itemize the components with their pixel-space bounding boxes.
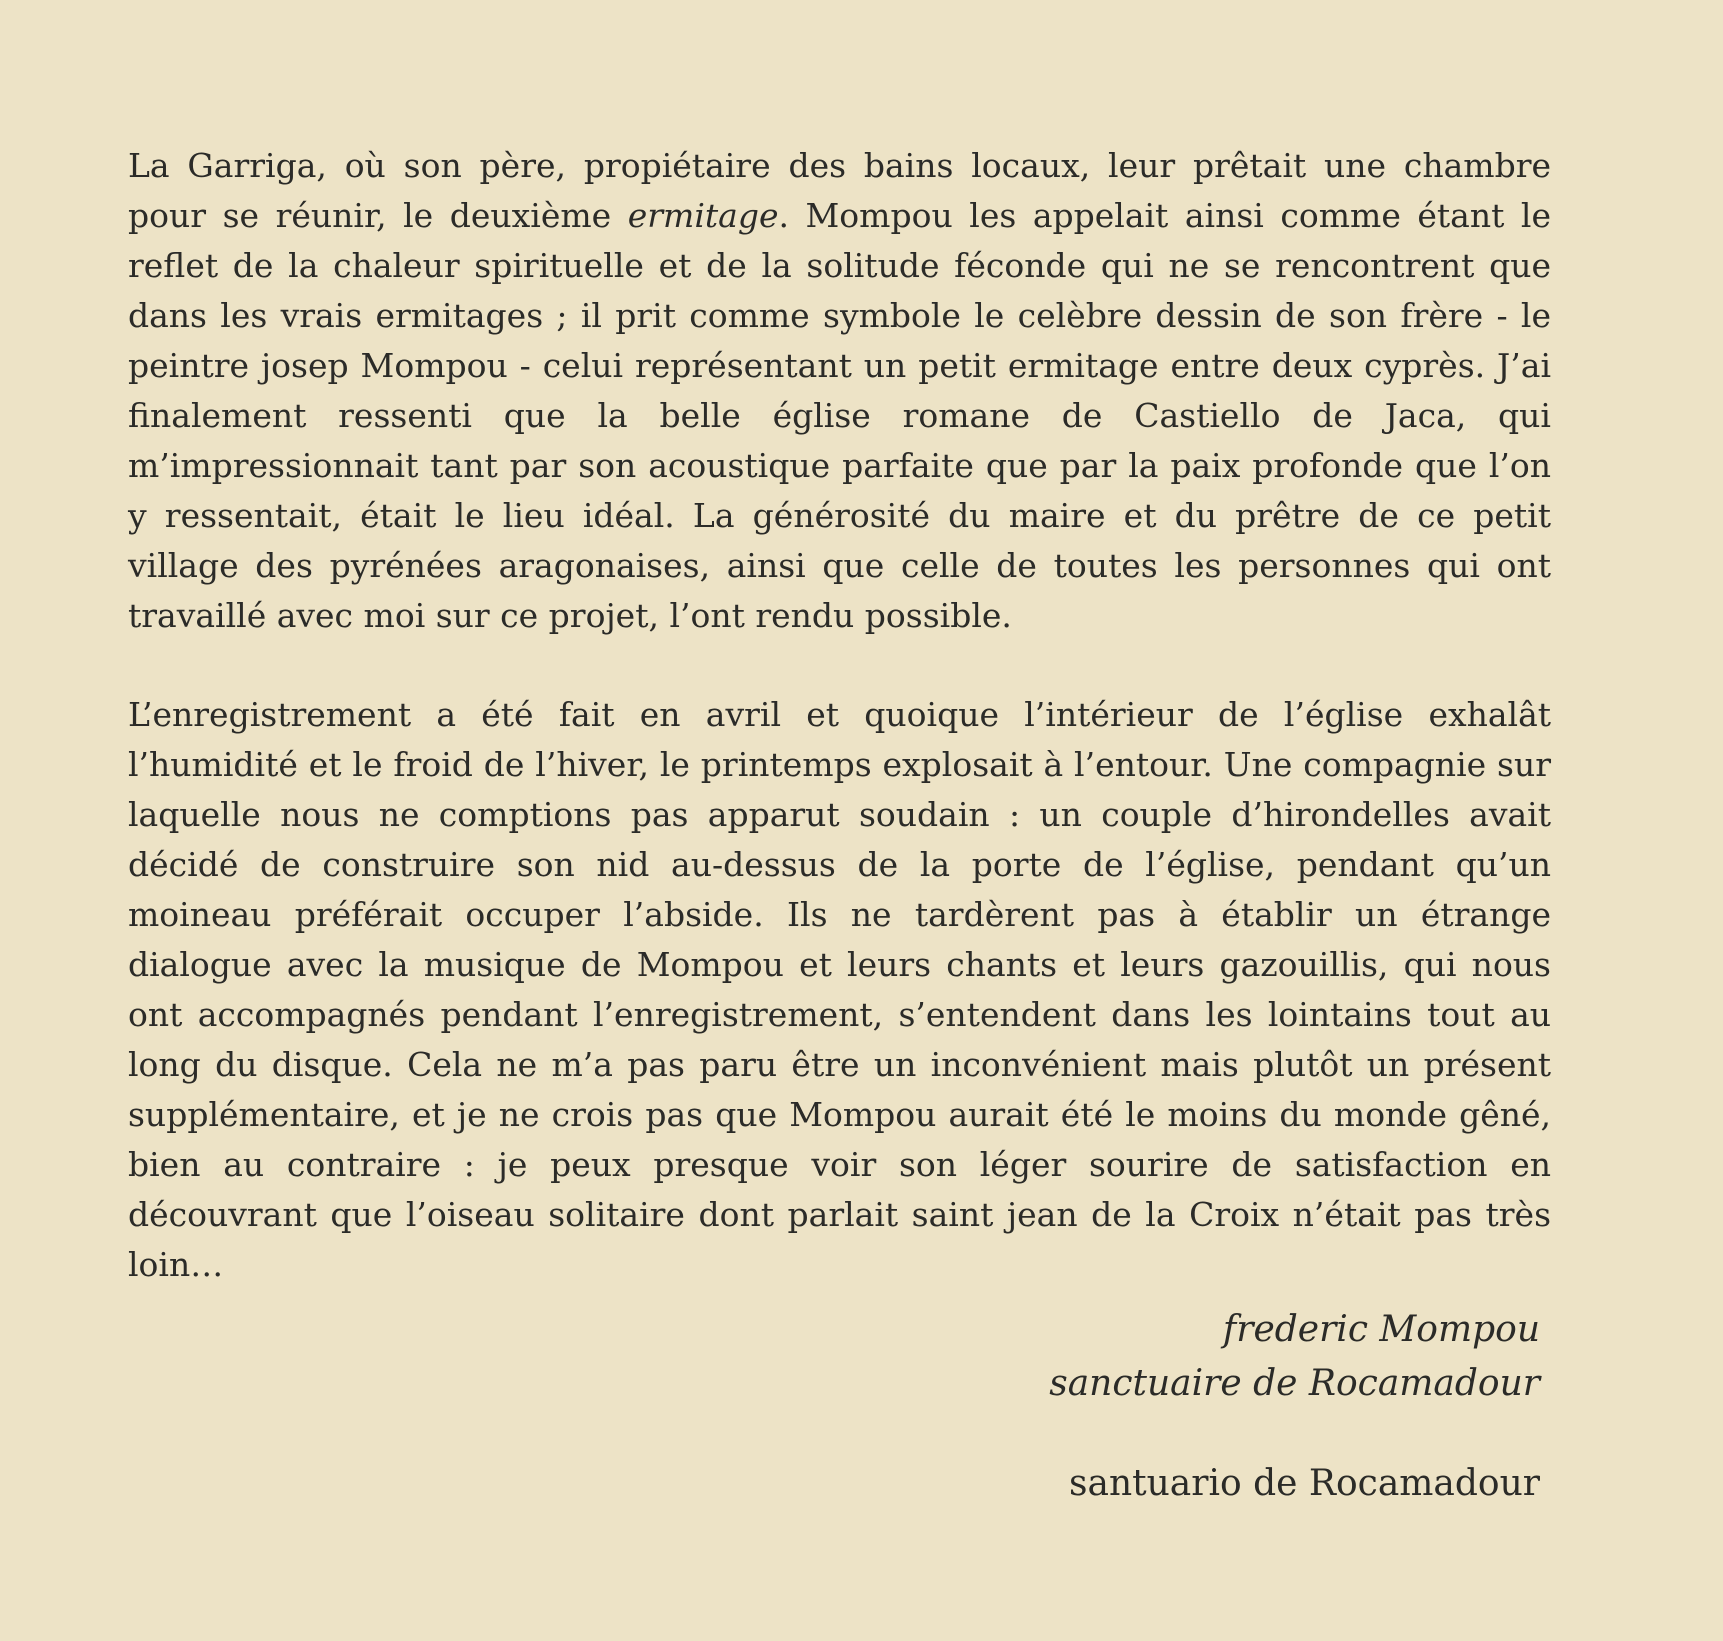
paragraph-1-end: . Mompou les appelait ainsi comme étant le reflet de la chaleur spirituelle et de la solitude féconde qui ne se rencontrent que dans les vrais ermitages ; il prit comme symbole le celèbre dessin de son frère - le peintre josep Mompou - celui représentant un petit ermitage entre deux cyprès. J’ai finalement ressenti que la belle église romane de Castiello de Jaca, qui m’impressionnait tant par son acoustique parfaite que par la paix profonde que l’on y ressentait, était le lieu idéal. La générosité du maire et du prêtre de ce petit village des pyrénées aragonaises, ainsi que celle de toutes les personnes qui ont travaillé avec moi sur ce projet, l’ont rendu possible. xyxy=(128,196,1552,635)
signature-place: sanctuaire de Rocamadour xyxy=(1049,1363,1540,1404)
location-line: santuario de Rocamadour xyxy=(1069,1463,1540,1504)
signature-block xyxy=(1049,1303,1540,1411)
paragraph-2: L’enregistrement a été fait en avril et quoique l’intérieur de l’église exhalât l’humidité et le froid de l’hiver, le printemps explosait à l’entour. Une compagnie sur laquelle nous ne comptions pas apparut soudain : un couple d’hirondelles avait décidé de construire son nid au-dessus de la porte de l’église, pendant qu’un moineau préférait occuper l’abside. Ils ne tardèrent pas à établir un étrange dialogue avec la musique de Mompou et leurs chants et leurs gazouillis, qui nous ont accompagnés pendant l’enregistrement, s’entendent dans les lointains tout au long du disque. Cela ne m’a pas paru être un inconvénient mais plutôt un présent supplémentaire, et je ne crois pas que Mompou aurait été le moins du monde gêné, bien au contraire : je peux presque voir son léger sourire de satisfaction en découvrant que l’oiseau solitaire dont parlait saint jean de la Croix n’était pas très loin… xyxy=(128,695,1551,1284)
paragraph-1-start: La Garriga, où son père, propiétaire des bains locaux, leur prêtait une chambre pour se réunir, le deuxième xyxy=(128,146,1551,235)
paragraph-1 xyxy=(128,141,1551,641)
signature-name: frederic Mompou xyxy=(1222,1309,1540,1350)
paragraph-1-italic-term: ermitage xyxy=(627,196,779,235)
